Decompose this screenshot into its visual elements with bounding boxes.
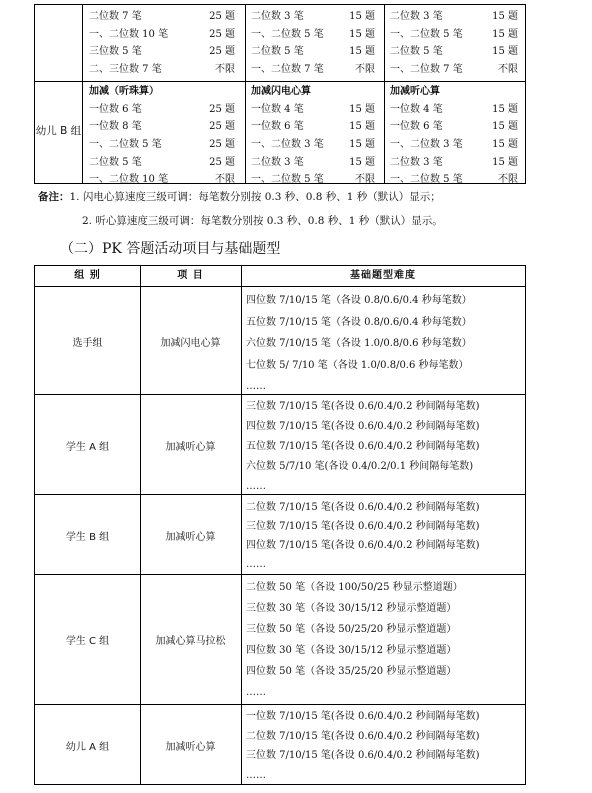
table-cell-group: 幼儿 A 组: [65, 742, 110, 753]
list-item: 一、二位数 10 笔 不限: [89, 174, 235, 186]
section-title: （二）PK 答题活动项目与基础题型: [60, 241, 281, 257]
row-b-col1: [89, 83, 235, 189]
row-a-col2: [251, 8, 375, 79]
list-item: ……: [246, 559, 266, 570]
table-cell-group: 学生 A 组: [65, 442, 110, 453]
table-cell-project: 加减听心算: [165, 532, 216, 543]
table-cell-group: 学生 B 组: [65, 532, 110, 543]
table-cell-group: 选手组: [72, 338, 103, 349]
divider: [241, 266, 242, 784]
column-heading: 加减（听珠算）: [89, 86, 159, 97]
list-item: 一、二位数 7 笔 不限: [251, 64, 375, 76]
list-item: 一位数 7/10/15 笔(各设 0.6/0.4/0.2 秒间隔每笔数): [246, 711, 480, 722]
list-item: 一位数 6 笔 15 题: [251, 121, 375, 133]
header-project: 项 目: [177, 270, 204, 281]
list-item: 四位数 7/10/15 笔（各设 0.8/0.6/0.4 秒每笔数）: [246, 295, 472, 306]
table-cell-project: 加减心算马拉松: [155, 636, 226, 647]
list-item: 二位数 3 笔 15 题: [390, 11, 518, 22]
list-item: 三位数 7/10/15 笔(各设 0.6/0.4/0.2 秒间隔每笔数): [246, 401, 480, 412]
pk-table: [34, 265, 526, 785]
note-line-2: 2. 听心算速度三级可调：每笔数分别按 0.3 秒、0.8 秒、1 秒（默认）显示。: [82, 215, 443, 227]
list-item: 一位数 6 笔 15 题: [390, 121, 518, 133]
list-item: 二、三位数 7 笔 不限: [89, 64, 235, 76]
list-item: ……: [246, 381, 266, 392]
list-item: ……: [246, 687, 266, 698]
divider: [384, 5, 385, 183]
list-item: 六位数 5/7/10 笔(各设 0.4/0.2/0.1 秒间隔每笔数): [246, 461, 474, 472]
note-label: 备注：: [38, 191, 70, 203]
table-row: [246, 290, 472, 398]
list-item: 二位数 3 笔 15 题: [390, 156, 518, 168]
row-b-col3: [390, 83, 518, 189]
list-item: 一、二位数 5 笔 不限: [251, 174, 375, 186]
list-item: 二位数 5 笔 25 题: [89, 156, 235, 168]
list-item: 一、二位数 10 笔 25 题: [89, 28, 235, 40]
row-b-col2: [251, 83, 375, 189]
list-item: 一、二位数 3 笔 15 题: [251, 139, 375, 151]
list-item: 四位数 30 笔（各设 30/15/12 秒显示整道题）: [246, 645, 457, 656]
list-item: 三位数 7/10/15 笔(各设 0.6/0.4/0.2 秒间隔每笔数): [246, 750, 480, 761]
list-item: 三位数 50 笔（各设 50/25/20 秒显示整道题）: [246, 624, 457, 635]
list-item: 二位数 3 笔 15 题: [251, 156, 375, 168]
list-item: 六位数 7/10/15 笔（各设 1.0/0.8/0.6 秒每笔数）: [246, 338, 472, 349]
list-item: 五位数 7/10/15 笔(各设 0.6/0.4/0.2 秒间隔每笔数): [246, 441, 480, 452]
note-text-1: 1. 闪电心算速度三级可调：每笔数分别按 0.3 秒、0.8 秒、1 秒（默认）显示；: [69, 191, 441, 203]
list-item: 二位数 7/10/15 笔(各设 0.6/0.4/0.2 秒间隔每笔数): [246, 730, 480, 742]
list-item: 二位数 7/10/15 笔(各设 0.6/0.4/0.2 秒间隔每笔数): [246, 502, 480, 513]
list-item: 一位数 4 笔 15 题: [251, 103, 375, 115]
list-item: 四位数 7/10/15 笔(各设 0.6/0.4/0.2 秒间隔每笔数): [246, 421, 480, 432]
list-item: 一、二位数 5 笔 15 题: [390, 28, 518, 40]
divider: [35, 81, 525, 82]
list-item: 一、二位数 3 笔 15 题: [390, 139, 518, 151]
list-item: 五位数 7/10/15 笔（各设 0.8/0.6/0.4 秒每笔数）: [246, 316, 472, 328]
column-heading: 加减闪电心算: [251, 86, 311, 97]
top-table: [34, 4, 526, 184]
list-item: 二位数 5 笔 15 题: [251, 46, 375, 58]
list-item: 一、二位数 5 笔 25 题: [89, 139, 235, 151]
table-cell-project: 加减听心算: [165, 442, 216, 453]
divider: [35, 704, 525, 705]
list-item: 三位数 5 笔 25 题: [89, 46, 235, 58]
list-item: 一位数 4 笔 15 题: [390, 103, 518, 115]
row-a-col1: [89, 8, 235, 79]
list-item: 一位数 8 笔 25 题: [89, 121, 235, 133]
divider: [82, 5, 83, 183]
list-item: 二位数 50 笔（各设 100/50/25 秒显示整道题）: [246, 582, 463, 593]
list-item: 一、二位数 5 笔 不限: [390, 174, 518, 186]
list-item: 一、二位数 5 笔 15 题: [251, 28, 375, 40]
group-label: 幼儿 B 组: [35, 125, 82, 137]
list-item: 一、二位数 7 笔 不限: [390, 64, 518, 76]
table-row: [246, 707, 480, 785]
list-item: 三位数 30 笔（各设 30/15/12 秒显示整道题）: [246, 603, 457, 614]
list-item: 四位数 50 笔（各设 35/25/20 秒显示整道题）: [246, 666, 457, 677]
list-item: ……: [246, 481, 266, 492]
header-group: 组 别: [74, 270, 101, 281]
divider: [35, 286, 525, 287]
column-heading: 加减听心算: [390, 86, 440, 97]
list-item: 一位数 6 笔 25 题: [89, 103, 235, 115]
list-item: 二位数 7 笔 25 题: [89, 11, 235, 22]
divider: [35, 574, 525, 575]
table-row: [246, 498, 480, 574]
table-cell-project: 加减听心算: [165, 742, 216, 753]
list-item: 七位数 5/ 7/10 笔（各设 1.0/0.8/0.6 秒每笔数）: [246, 359, 469, 371]
table-cell-group: 学生 C 组: [65, 636, 110, 647]
row-a-col3: [390, 8, 518, 79]
list-item: 二位数 3 笔 15 题: [251, 11, 375, 22]
list-item: 二位数 5 笔 15 题: [390, 46, 518, 58]
table-cell-project: 加减闪电心算: [160, 338, 221, 349]
note-line-1: [38, 189, 441, 204]
table-row: [246, 397, 480, 497]
list-item: 三位数 7/10/15 笔(各设 0.6/0.4/0.2 秒间隔每笔数): [246, 521, 480, 532]
list-item: 四位数 7/10/15 笔(各设 0.6/0.4/0.2 秒间隔每笔数): [246, 540, 480, 551]
table-row: [246, 577, 463, 703]
divider: [245, 5, 246, 183]
header-difficulty: 基础题型难度: [350, 270, 416, 281]
list-item: ……: [246, 769, 266, 781]
